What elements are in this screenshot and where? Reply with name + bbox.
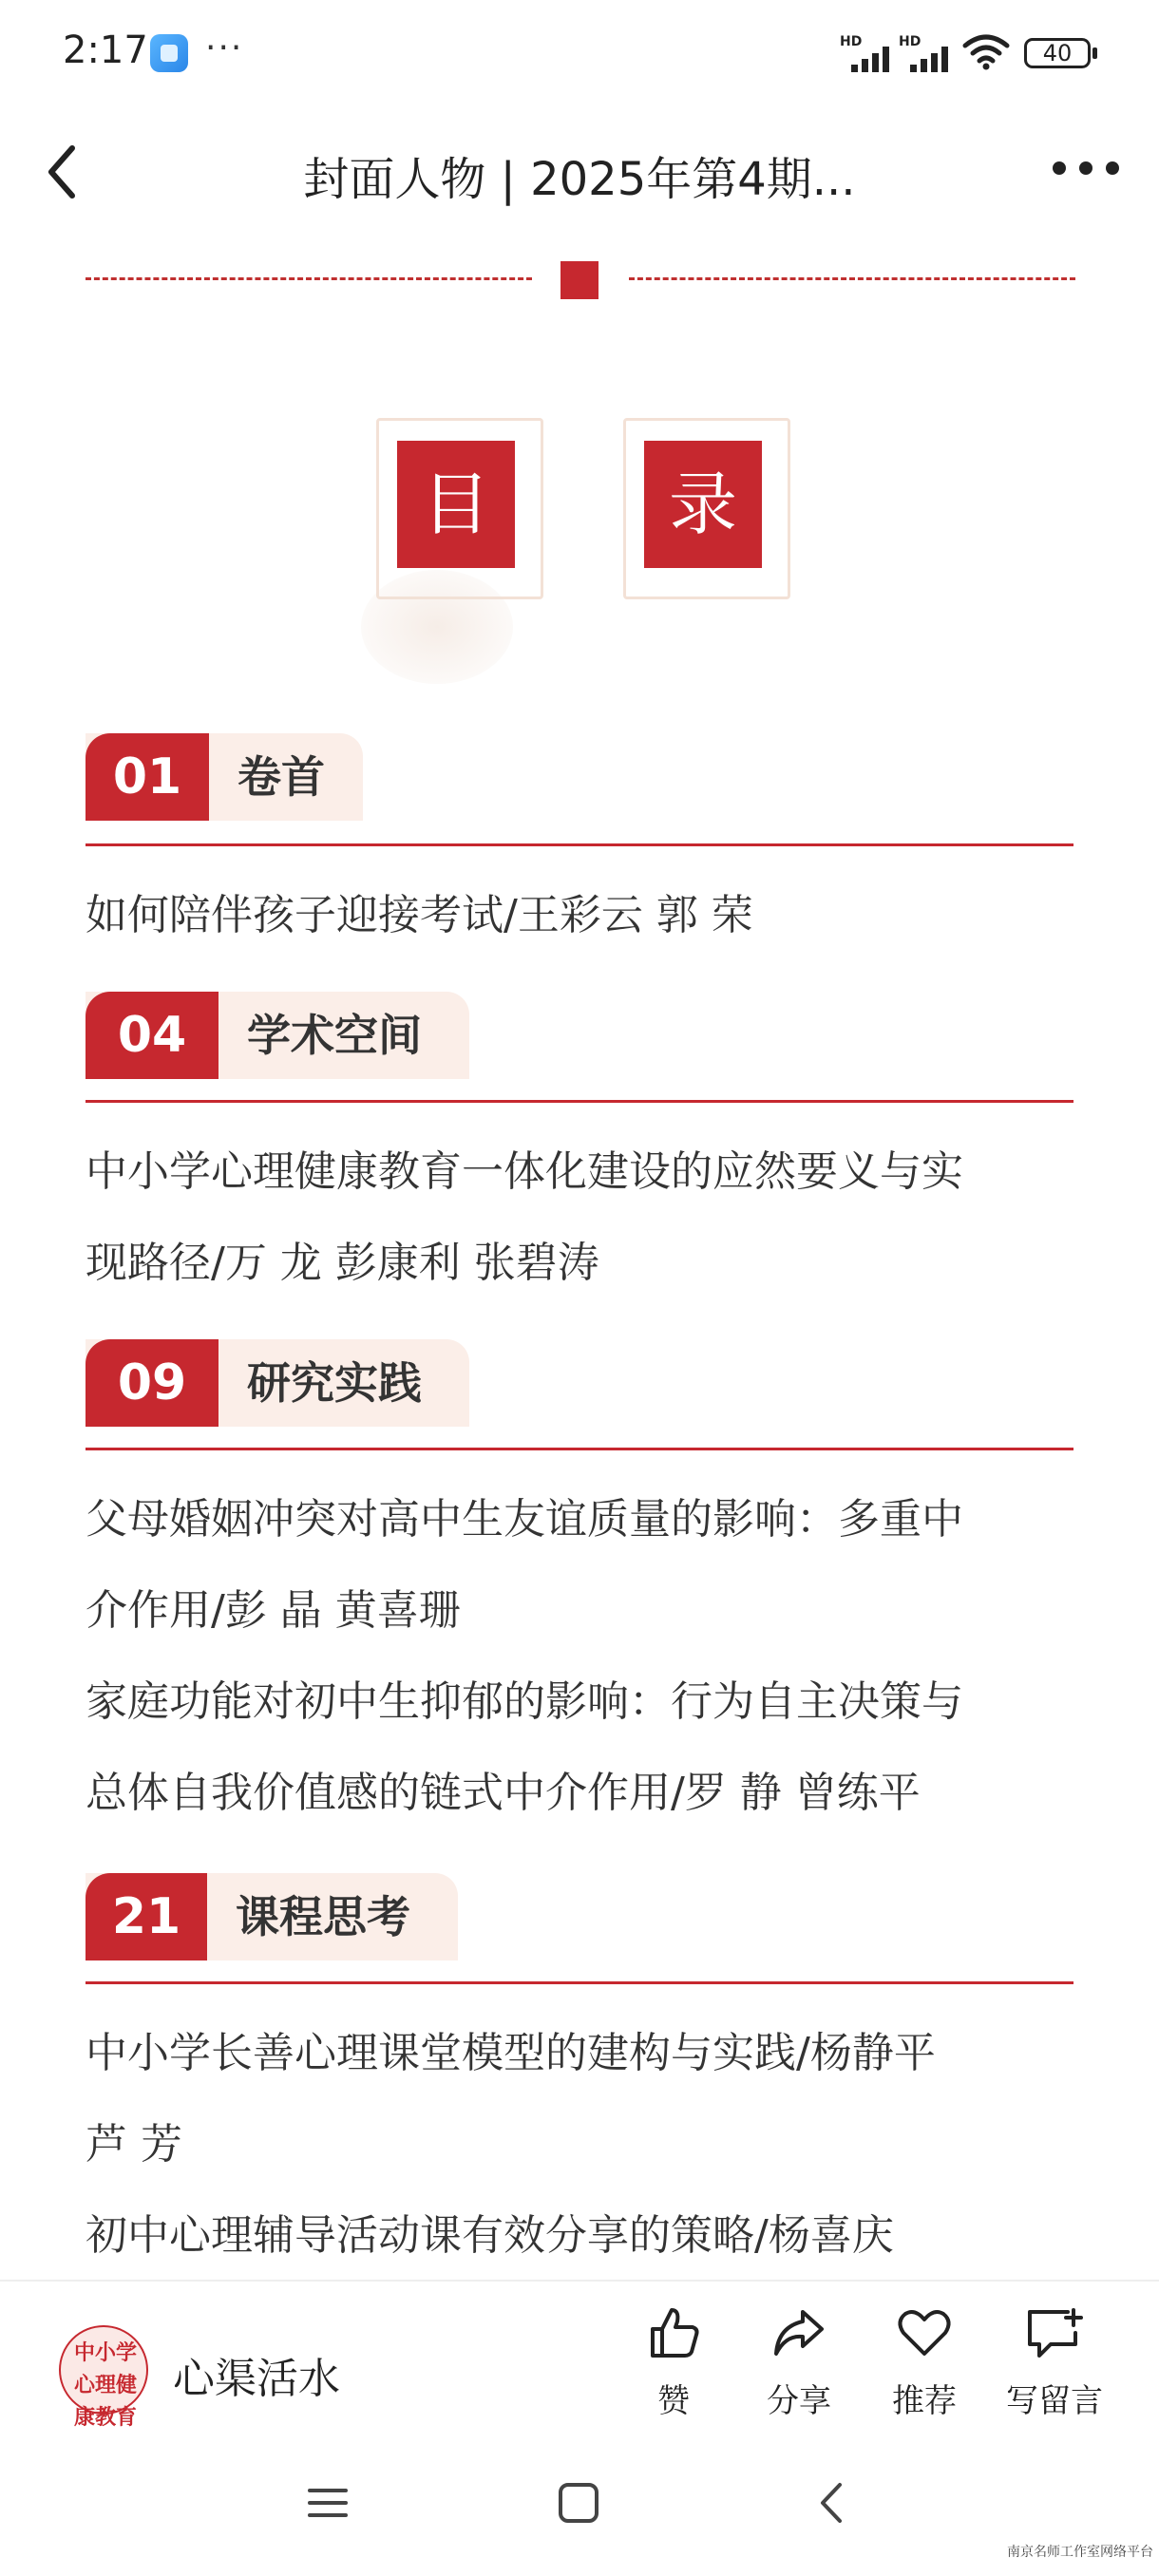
bottom-action-bar bbox=[0, 2280, 1159, 2443]
battery-icon: 40 bbox=[1024, 38, 1091, 68]
toc-entry[interactable]: 中小学长善心理课堂模型的建构与实践/杨静平 bbox=[86, 2029, 936, 2077]
toc-entry[interactable]: 介作用/彭 晶 黄喜珊 bbox=[86, 1586, 461, 1635]
menu-icon[interactable] bbox=[304, 2479, 352, 2527]
comment-icon bbox=[1024, 2304, 1085, 2361]
page-title: 封面人物 | 2025年第4期... bbox=[303, 153, 856, 206]
share-icon bbox=[770, 2304, 827, 2361]
section-rule bbox=[86, 1448, 1074, 1450]
signal-hd-label: HD bbox=[840, 34, 863, 49]
signal-hd-label-2: HD bbox=[899, 34, 922, 49]
toc-entry[interactable]: 中小学心理健康教育一体化建设的应然要义与实 bbox=[86, 1147, 963, 1196]
app-notification-icon bbox=[150, 34, 188, 72]
divider-square bbox=[560, 261, 598, 299]
watermark: 南京名师工作室网络平台 bbox=[1007, 2545, 1153, 2560]
thumbs-up-icon bbox=[645, 2304, 702, 2361]
toc-heading-char-2: 录 bbox=[644, 441, 762, 568]
battery-nub bbox=[1092, 47, 1097, 59]
toc-entry[interactable]: 初中心理辅导活动课有效分享的策略/杨喜庆 bbox=[86, 2211, 894, 2260]
toc-entry[interactable]: 总体自我价值感的链式中介作用/罗 静 曾练平 bbox=[86, 1769, 921, 1817]
toc-entry[interactable]: 如何陪伴孩子迎接考试/王彩云 郭 荣 bbox=[86, 891, 753, 939]
account-avatar[interactable] bbox=[59, 2325, 148, 2430]
more-icon[interactable] bbox=[1053, 161, 1119, 184]
share-label: 分享 bbox=[767, 2382, 831, 2420]
toc-entry[interactable]: 父母婚姻冲突对高中生友谊质量的影响：多重中 bbox=[86, 1495, 963, 1544]
avatar-logo-text: 中小学心理健康教育 bbox=[73, 2340, 137, 2430]
section-number: 21 bbox=[86, 1873, 207, 1960]
section-title: 学术空间 bbox=[247, 1010, 422, 1061]
section-number: 09 bbox=[86, 1339, 218, 1427]
heart-icon bbox=[896, 2304, 953, 2361]
like-button[interactable] bbox=[621, 2304, 726, 2437]
section-number: 04 bbox=[86, 992, 218, 1079]
back-icon[interactable] bbox=[38, 139, 95, 205]
toc-entry[interactable]: 家庭功能对初中生抑郁的影响：行为自主决策与 bbox=[86, 1677, 963, 1726]
wifi-icon bbox=[961, 32, 1011, 70]
share-button[interactable] bbox=[747, 2304, 851, 2437]
section-rule bbox=[86, 1981, 1074, 1984]
section-rule bbox=[86, 1100, 1074, 1103]
status-time: 2:17 bbox=[63, 28, 148, 72]
toc-entry[interactable]: 芦 芳 bbox=[86, 2120, 182, 2169]
section-number: 01 bbox=[86, 733, 209, 821]
section-title: 课程思考 bbox=[236, 1891, 410, 1942]
system-nav-bar bbox=[0, 2441, 1159, 2576]
account-name[interactable]: 心渠活水 bbox=[173, 2355, 340, 2403]
decorative-brush-stroke bbox=[361, 570, 513, 684]
divider-line-right bbox=[629, 277, 1075, 280]
home-icon[interactable] bbox=[555, 2479, 602, 2527]
recommend-label: 推荐 bbox=[892, 2382, 957, 2420]
section-rule bbox=[86, 843, 1074, 846]
cellular-signal-icon bbox=[840, 34, 893, 72]
nav-bar bbox=[0, 104, 1159, 237]
like-label: 赞 bbox=[657, 2382, 690, 2420]
status-bar bbox=[0, 0, 1159, 104]
section-title: 研究实践 bbox=[247, 1357, 422, 1409]
notification-more: ··· bbox=[205, 28, 244, 67]
section-title: 卷首 bbox=[238, 751, 325, 803]
comment-label: 写留言 bbox=[1006, 2382, 1103, 2420]
recommend-button[interactable] bbox=[872, 2304, 977, 2437]
comment-button[interactable] bbox=[996, 2304, 1113, 2437]
toc-entry[interactable]: 现路径/万 龙 彭康利 张碧涛 bbox=[86, 1239, 599, 1287]
toc-heading-char-1: 目 bbox=[397, 441, 515, 568]
divider-line-left bbox=[86, 277, 532, 280]
back-arrow-icon[interactable] bbox=[809, 2479, 857, 2527]
cellular-signal-icon-2 bbox=[899, 34, 952, 72]
